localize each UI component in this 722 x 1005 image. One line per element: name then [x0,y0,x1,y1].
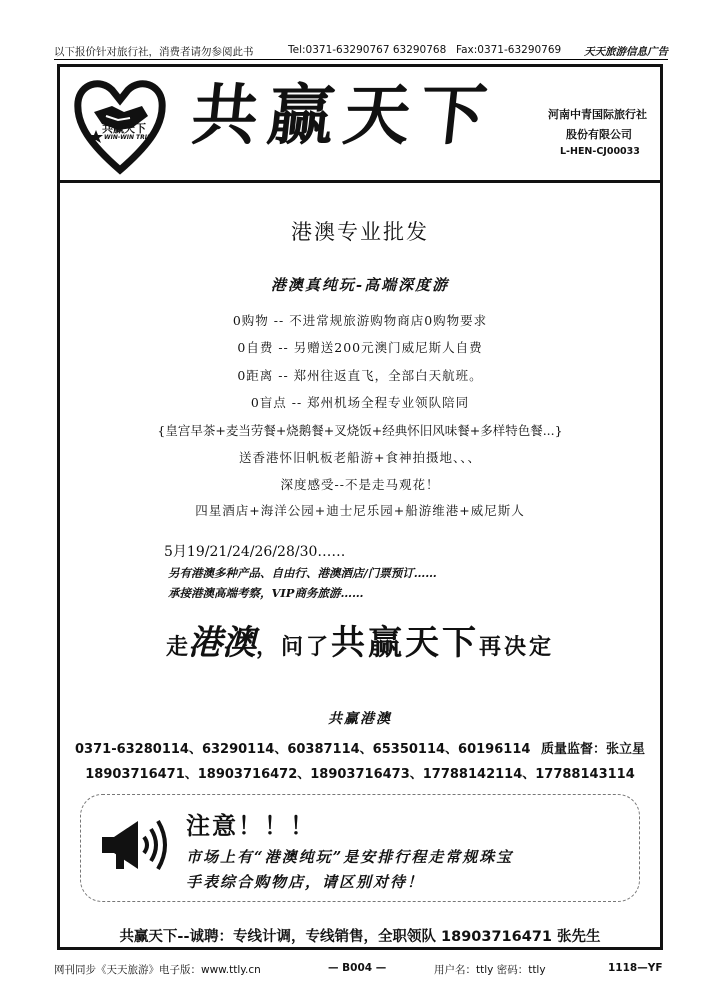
feature-line: 深度感受--不是走马观花！ [280,477,440,492]
footer-issue: 1118—YF [608,962,663,974]
slogan-part: 港澳 [187,623,256,663]
header-divider [57,180,663,183]
feature-line: {皇宫早茶+麦当劳餐+烧鹅餐+叉烧饭+经典怀旧风味餐+多样特色餐...} [157,423,563,438]
section-label: 天天旅游信息广告 [584,46,668,58]
quality-supervisor: 质量监督：张立星 [540,742,645,757]
section-title: 港澳专业批发 [291,220,429,244]
fax-text: Fax:0371-63290769 [456,44,562,56]
telephone-text: Tel:0371-63290767 63290768 [288,44,447,56]
feature-line: 0购物 -- 不进常规旅游购物商店0购物要求 [232,313,488,328]
slogan [57,623,663,663]
logo-subtext: WIN-WIN TRIP [104,134,152,141]
slogan-part: 走 [165,634,188,660]
feature-line: 0盲点 -- 郑州机场全程专业领队陪同 [250,395,470,410]
agency-name: 河南中青国际旅行社 [548,108,647,121]
contact-phones: 0371-63280114、63290114、60387114、65350114、60196114 [75,742,531,757]
extra-products: 另有港澳多种产品、自由行、港澳酒店/门票预订…… [168,566,437,580]
slogan-part: ，问了 [255,634,331,660]
feature-line: 0距离 -- 郑州往返直飞，全部白天航班。 [237,368,483,383]
business-travel: 承接港澳高端考察，VIP商务旅游…… [168,586,364,600]
contact-mobiles: 18903716471、18903716472、18903716473、17788142114、17788143114 [85,767,635,782]
slogan-part: 共赢天下 [331,623,479,663]
footer-bar [54,962,668,978]
slogan-part: 再决定 [479,634,555,660]
notice-title: 注意！！！ [186,812,316,840]
agency-suffix: 股份有限公司 [566,128,632,141]
disclaimer-text: 以下报价针对旅行社，消费者请勿参阅此书 [54,46,254,58]
footer-page-number: — B004 — [328,962,387,974]
megaphone-icon [100,815,174,877]
logo-text: 共赢天下 [102,122,146,135]
recruitment-line: 共赢天下--诚聘：专线计调，专线销售，全职领队 18903716471 张先生 [119,929,601,945]
brand-logo [72,72,168,176]
product-subtitle: 港澳真纯玩-高端深度游 [270,276,450,294]
top-divider [54,59,668,60]
feature-line: 0自费 -- 另赠送200元澳门威尼斯人自费 [237,340,483,355]
departure-dates: 5月19/21/24/26/28/30…… [164,544,346,560]
agency-license: L-HEN-CJ00033 [560,146,640,157]
feature-line: 四星酒店+海洋公园+迪士尼乐园+船游维港+威尼斯人 [195,503,525,518]
footer-login: 用户名：ttly 密码：ttly [434,964,546,976]
feature-line: 送香港怀旧帆板老船游+食神拍摄地、、、 [239,450,481,465]
notice-line: 手表综合购物店，请区别对待！ [186,873,425,891]
top-info-bar [54,44,668,60]
contact-label: 共赢港澳 [328,711,392,727]
contact-phones-row [57,738,663,757]
notice-line: 市场上有“港澳纯玩”是安排行程走常规珠宝 [186,848,514,866]
footer-website[interactable]: 网刊同步《天天旅游》电子版：www.ttly.cn [54,964,261,976]
brand-title: 共赢天下 [187,76,501,154]
